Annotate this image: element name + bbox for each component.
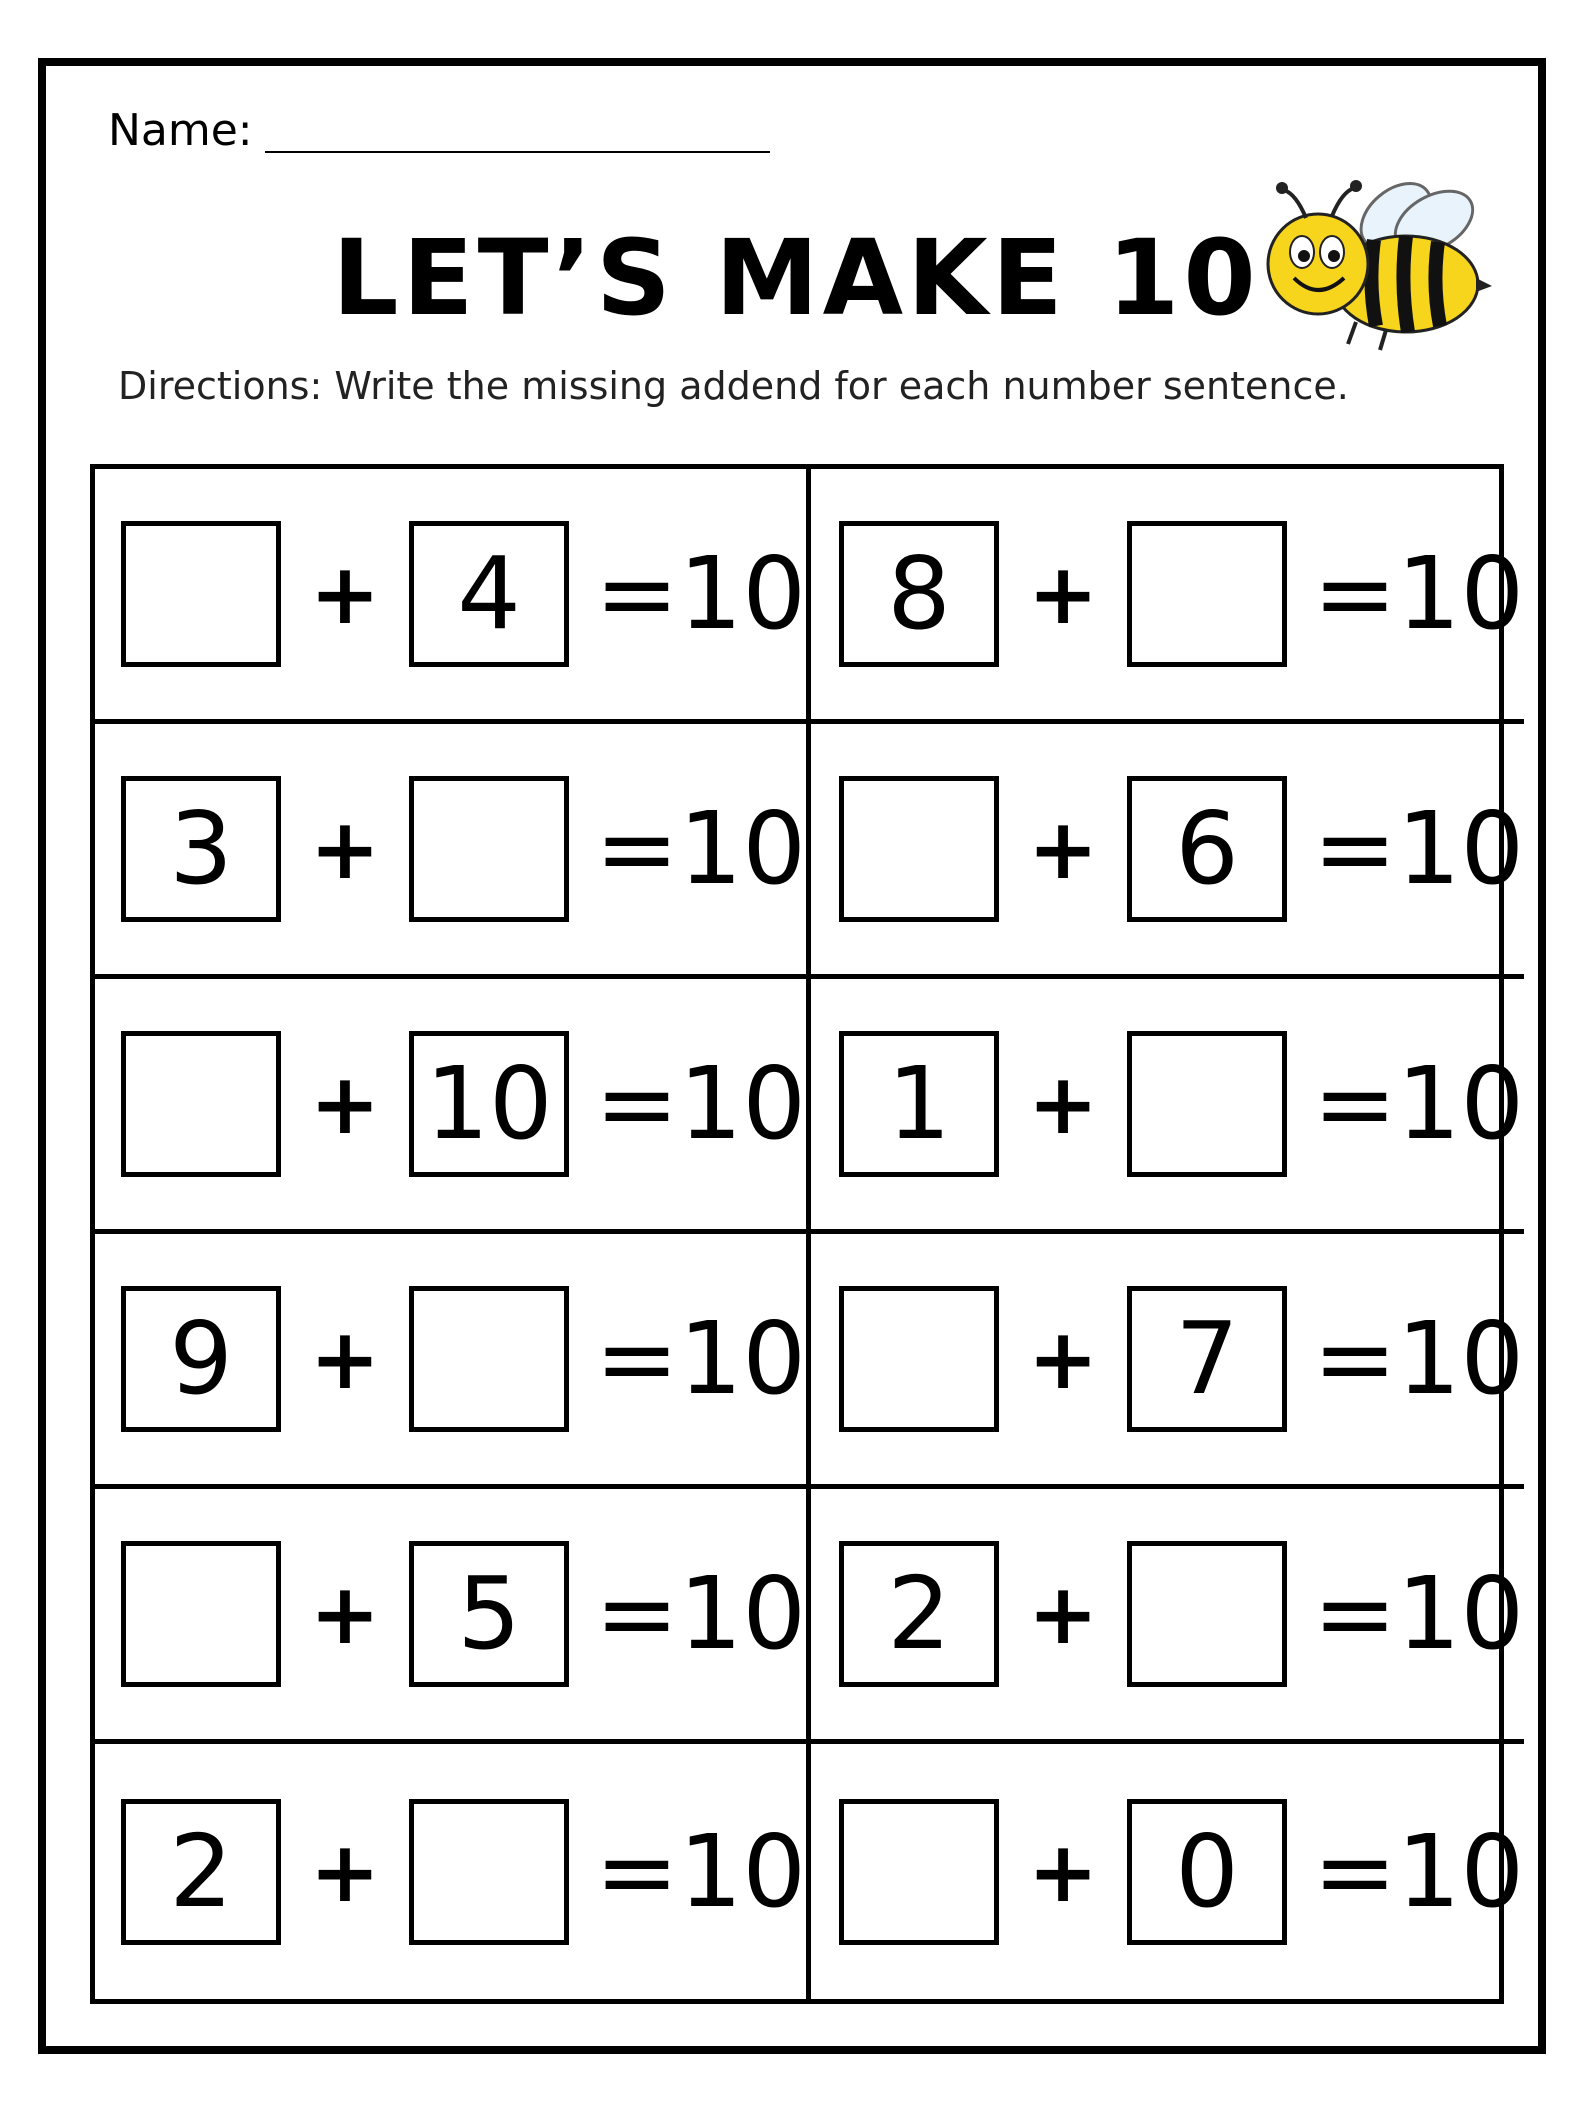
addend-box[interactable] — [409, 1799, 569, 1945]
problem-cell — [95, 724, 811, 979]
equals-ten: =10 — [595, 535, 807, 652]
directions-text: Directions: Write the missing addend for each number sentence. — [118, 364, 1349, 408]
problem-cell — [811, 1489, 1524, 1744]
addend-box[interactable] — [409, 776, 569, 922]
plus-sign: + — [309, 1565, 381, 1663]
addend-box[interactable] — [409, 1286, 569, 1432]
problem-cell — [95, 1744, 811, 1999]
addend-box: 0 — [1127, 1799, 1287, 1945]
addend-box[interactable] — [839, 1286, 999, 1432]
problem-cell — [811, 979, 1524, 1234]
addend-box: 2 — [121, 1799, 281, 1945]
addend-box[interactable] — [1127, 1031, 1287, 1177]
plus-sign: + — [1027, 800, 1099, 898]
equals-ten: =10 — [1313, 1555, 1525, 1672]
addend-box: 9 — [121, 1286, 281, 1432]
addend-box: 7 — [1127, 1286, 1287, 1432]
bee-icon — [1246, 166, 1496, 356]
equals-ten: =10 — [1313, 535, 1525, 652]
plus-sign: + — [1027, 545, 1099, 643]
equals-ten: =10 — [1313, 1812, 1525, 1930]
plus-sign: + — [309, 545, 381, 643]
problem-cell — [95, 1234, 811, 1489]
addend-box: 6 — [1127, 776, 1287, 922]
plus-sign: + — [1027, 1310, 1099, 1408]
addend-box: 10 — [409, 1031, 569, 1177]
equals-ten: =10 — [595, 1045, 807, 1162]
addend-box: 1 — [839, 1031, 999, 1177]
problem-cell — [811, 1744, 1524, 1999]
problem-grid — [90, 464, 1525, 2004]
equals-ten: =10 — [595, 1300, 807, 1417]
addend-box: 2 — [839, 1541, 999, 1687]
plus-sign: + — [1027, 1055, 1099, 1153]
equals-ten: =10 — [1313, 1045, 1525, 1162]
addend-box: 3 — [121, 776, 281, 922]
problem-cell — [811, 1234, 1524, 1489]
addend-box[interactable] — [1127, 521, 1287, 667]
name-row — [108, 101, 770, 161]
addend-box: 4 — [409, 521, 569, 667]
page-title: LET’S MAKE 10 — [332, 217, 1260, 339]
plus-sign: + — [309, 1055, 381, 1153]
addend-box[interactable] — [121, 1541, 281, 1687]
problem-cell — [95, 979, 811, 1234]
addend-box[interactable] — [839, 776, 999, 922]
plus-sign: + — [1027, 1565, 1099, 1663]
problem-cell — [811, 724, 1524, 979]
addend-box[interactable] — [839, 1799, 999, 1945]
addend-box[interactable] — [121, 1031, 281, 1177]
plus-sign: + — [309, 1310, 381, 1408]
equals-ten: =10 — [595, 1812, 807, 1930]
addend-box: 5 — [409, 1541, 569, 1687]
problem-cell — [95, 1489, 811, 1744]
addend-box[interactable] — [1127, 1541, 1287, 1687]
equals-ten: =10 — [1313, 790, 1525, 907]
problem-cell — [95, 469, 811, 724]
plus-sign: + — [1027, 1822, 1099, 1921]
name-field[interactable] — [265, 151, 770, 153]
equals-ten: =10 — [595, 790, 807, 907]
plus-sign: + — [309, 1822, 381, 1921]
name-label: Name: — [108, 105, 253, 156]
equals-ten: =10 — [595, 1555, 807, 1672]
equals-ten: =10 — [1313, 1300, 1525, 1417]
worksheet-frame — [38, 58, 1546, 2054]
plus-sign: + — [309, 800, 381, 898]
problem-cell — [811, 469, 1524, 724]
addend-box: 8 — [839, 521, 999, 667]
addend-box[interactable] — [121, 521, 281, 667]
